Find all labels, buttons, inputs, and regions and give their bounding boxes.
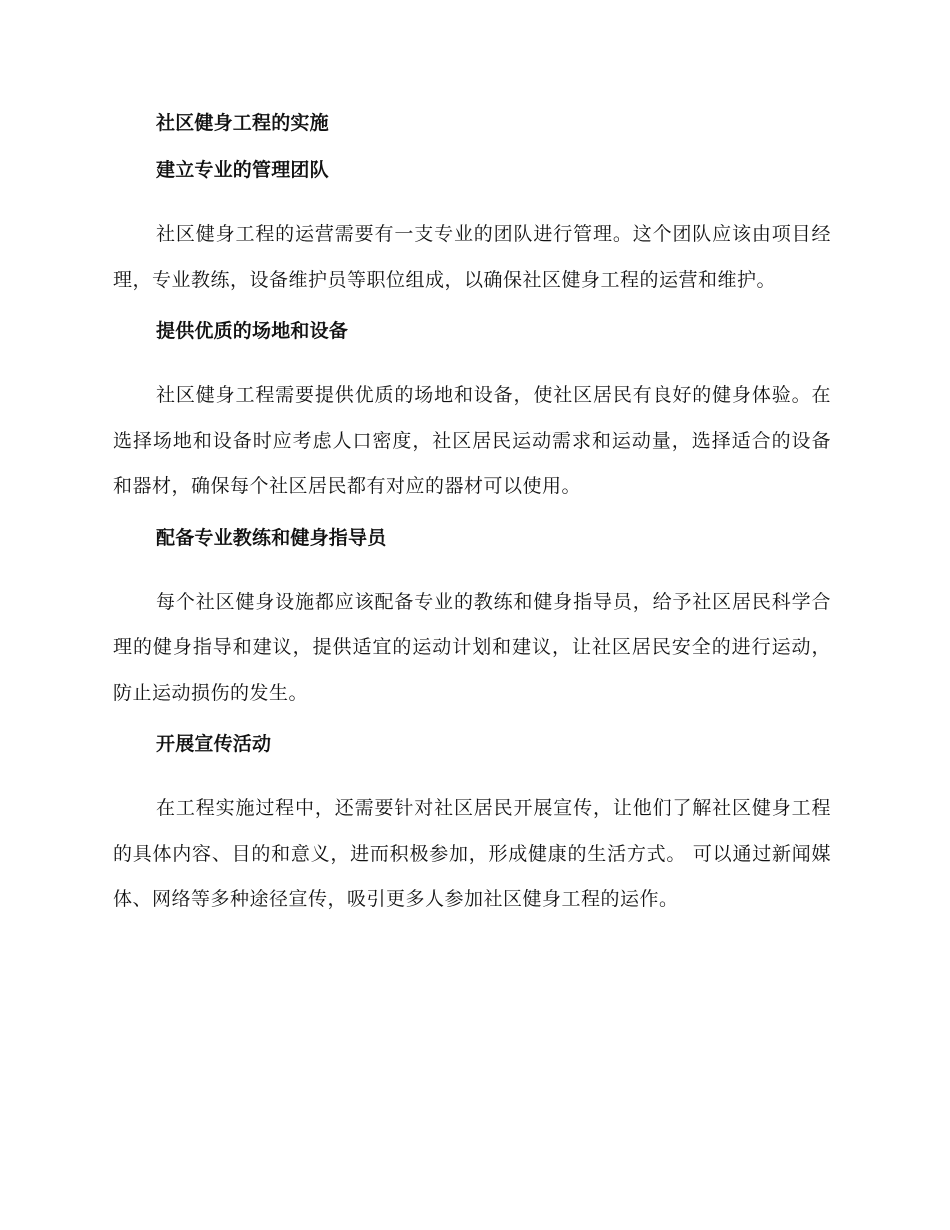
section-body-venue-equipment: 社区健身工程需要提供优质的场地和设备，使社区居民有良好的健身体验。在选择场地和设备时应考虑人口密度，社区居民运动需求和运动量，选择适合的设备和器材，确保每个社区居民都有对应的器材可以使用。 [113, 384, 831, 497]
section-heading-publicity: 开展宣传活动 [156, 733, 272, 755]
section-heading-venue-equipment: 提供优质的场地和设备 [156, 320, 349, 342]
section-heading-management-team: 建立专业的管理团队 [156, 159, 329, 181]
section-body-publicity: 在工程实施过程中，还需要针对社区居民开展宣传，让他们了解社区健身工程的具体内容、目的和意义，进而积极参加，形成健康的生活方式。 可以通过新闻媒体、网络等多种途径宣传，吸引更多人参加社区健身工程的运作。 [113, 797, 831, 910]
section-body-coaches: 每个社区健身设施都应该配备专业的教练和健身指导员，给予社区居民科学合理的健身指导和建议，提供适宜的运动计划和建议，让社区居民安全的进行运动，防止运动损伤的发生。 [113, 590, 831, 704]
document-title: 社区健身工程的实施 [156, 112, 329, 134]
section-heading-coaches: 配备专业教练和健身指导员 [156, 526, 387, 549]
section-body-management-team: 社区健身工程的运营需要有一支专业的团队进行管理。这个团队应该由项目经理，专业教练，设备维护员等职位组成，以确保社区健身工程的运营和维护。 [113, 223, 831, 291]
document-content [113, 108, 831, 936]
